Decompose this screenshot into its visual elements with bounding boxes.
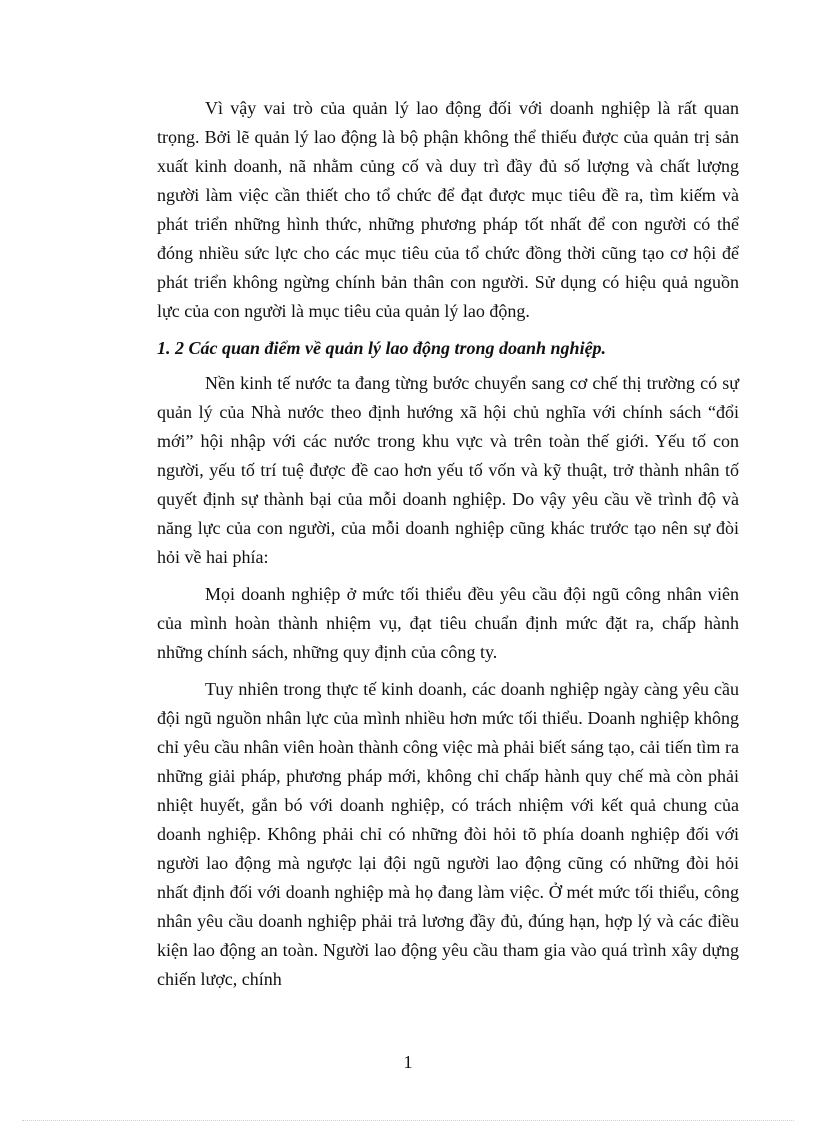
paragraph-role-of-labor-management: Vì vậy vai trò của quản lý lao động đối với doanh nghiệp là rất quan trọng. Bởi lẽ quản lý lao động là bộ phận không thể thiếu được của quản trị sản xuất kinh doanh, nã nhằm củng cố và duy trì đầy đủ số lượng và chất lượng người làm việc cần thiết cho tổ chức để đạt được mục tiêu đề ra, tìm kiếm và phát triển những hình thức, những phương pháp tốt nhất để con người có thể đóng nhiều sức lực cho các mục tiêu của tổ chức đồng thời cũng tạo cơ hội để phát triển không ngừng chính bản thân con người. Sử dụng có hiệu quả nguồn lực của con người là mục tiêu của quản lý lao động.: [157, 98, 739, 321]
paragraph-minimum-requirements: Mọi doanh nghiệp ở mức tối thiểu đều yêu cầu đội ngũ công nhân viên của mình hoàn thành nhiệm vụ, đạt tiêu chuẩn định mức đặt ra, chấp hành những chính sách, những quy định của công ty.: [157, 584, 739, 662]
page-body: [157, 94, 739, 1002]
paragraph-beyond-minimum: Tuy nhiên trong thực tế kinh doanh, các doanh nghiệp ngày càng yêu cầu đội ngũ nguồn nhân lực của mình nhiều hơn mức tối thiểu. Doanh nghiệp không chỉ yêu cầu nhân viên hoàn thành công việc mà phải biết sáng tạo, cải tiến tìm ra những giải pháp, phương pháp mới, không chỉ chấp hành quy chế mà còn phải nhiệt huyết, gắn bó với doanh nghiệp, có trách nhiệm với kết quả chung của doanh nghiệp. Không phải chỉ có những đòi hỏi tõ phía doanh nghiệp đối với người lao động mà ngược lại đội ngũ người lao động cũng có những đòi hỏi nhất định đối với doanh nghiệp mà họ đang làm việc. Ở mét mức tối thiểu, công nhân yêu cầu doanh nghiệp phải trả lương đầy đủ, đúng hạn, hợp lý và các điều kiện lao động an toàn. Người lao động yêu cầu tham gia vào quá trình xây dựng chiến lược, chính: [157, 679, 739, 989]
section-heading: 1. 2 Các quan điểm về quản lý lao động trong doanh nghiệp.: [157, 338, 607, 358]
paragraph-market-economy: Nền kinh tế nước ta đang từng bước chuyển sang cơ chế thị trường có sự quản lý của Nhà nước theo định hướng xã hội chủ nghĩa với chính sách “đổi mới” hội nhập với các nước trong khu vực và trên toàn thế giới. Yếu tố con người, yếu tố trí tuệ được đề cao hơn yếu tố vốn và kỹ thuật, trở thành nhân tố quyết định sự thành bại của mỗi doanh nghiệp. Do vậy yêu cầu về trình độ và năng lực của con người, của mỗi doanh nghiệp cũng khác trước tạo nên sự đòi hỏi về hai phía:: [157, 373, 739, 567]
page-bottom-divider: [22, 1120, 794, 1121]
page-number: 1: [403, 1052, 413, 1072]
